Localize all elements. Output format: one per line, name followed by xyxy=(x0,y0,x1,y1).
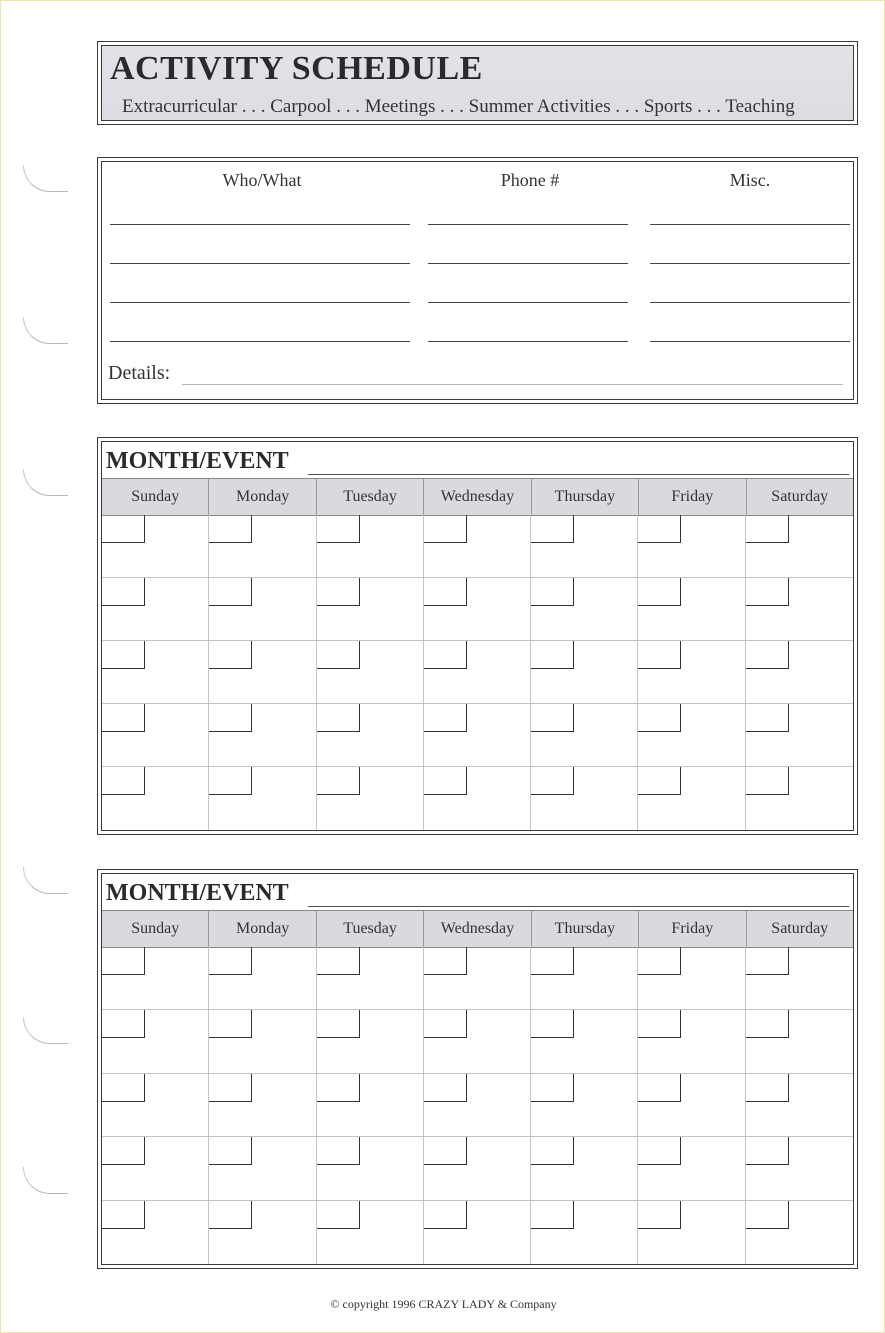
calendar-day-cell[interactable] xyxy=(424,578,531,641)
calendar-day-cell[interactable] xyxy=(317,641,424,704)
calendar-day-cell[interactable] xyxy=(317,1201,424,1264)
calendar-day-cell[interactable] xyxy=(102,947,209,1010)
calendar-day-cell[interactable] xyxy=(209,578,316,641)
date-number-box[interactable] xyxy=(531,641,574,669)
page-title: ACTIVITY SCHEDULE xyxy=(110,50,483,87)
calendar-day-cell[interactable] xyxy=(424,947,531,1010)
date-number-box[interactable] xyxy=(317,704,360,732)
date-number-box[interactable] xyxy=(317,515,360,543)
calendar-day-cell[interactable] xyxy=(746,515,853,578)
calendar-day-cell[interactable] xyxy=(102,1074,209,1137)
date-number-box[interactable] xyxy=(424,1137,467,1165)
date-number-box[interactable] xyxy=(746,515,789,543)
calendar-day-cell[interactable] xyxy=(102,578,209,641)
date-number-box[interactable] xyxy=(638,1201,681,1229)
calendar-day-cell[interactable] xyxy=(317,767,424,830)
day-header: Thursday xyxy=(532,911,639,947)
date-number-box[interactable] xyxy=(209,947,252,975)
who-what-line[interactable] xyxy=(110,341,410,342)
calendar-day-cell[interactable] xyxy=(209,1010,316,1073)
day-header-row xyxy=(102,910,853,948)
date-number-box[interactable] xyxy=(424,1074,467,1102)
date-number-box[interactable] xyxy=(102,578,145,606)
date-number-box[interactable] xyxy=(209,767,252,795)
date-number-box[interactable] xyxy=(746,767,789,795)
who-what-line[interactable] xyxy=(110,224,410,225)
calendar-day-cell[interactable] xyxy=(638,1201,745,1264)
date-number-box[interactable] xyxy=(746,641,789,669)
who-what-line[interactable] xyxy=(110,302,410,303)
calendar-day-cell[interactable] xyxy=(531,1074,638,1137)
date-number-box[interactable] xyxy=(102,1010,145,1038)
date-number-box[interactable] xyxy=(531,1074,574,1102)
calendar-day-cell[interactable] xyxy=(424,1201,531,1264)
date-number-box[interactable] xyxy=(424,641,467,669)
calendar-day-cell[interactable] xyxy=(746,1074,853,1137)
details-line[interactable] xyxy=(182,384,843,385)
date-number-box[interactable] xyxy=(424,947,467,975)
day-header: Wednesday xyxy=(424,479,531,515)
date-number-box[interactable] xyxy=(746,1137,789,1165)
calendar-day-cell[interactable] xyxy=(638,641,745,704)
calendar-day-cell[interactable] xyxy=(317,947,424,1010)
date-number-box[interactable] xyxy=(531,947,574,975)
column-header-who-what: Who/What xyxy=(222,170,302,190)
calendar-day-cell[interactable] xyxy=(638,767,745,830)
date-number-box[interactable] xyxy=(746,1201,789,1229)
calendar-day-cell[interactable] xyxy=(424,641,531,704)
day-header: Monday xyxy=(209,911,316,947)
calendar-day-cell[interactable] xyxy=(209,1137,316,1200)
column-header-misc: Misc. xyxy=(729,170,771,190)
date-number-box[interactable] xyxy=(317,1201,360,1229)
calendar-day-cell[interactable] xyxy=(102,767,209,830)
punch-hole xyxy=(23,317,68,344)
calendar-day-cell[interactable] xyxy=(424,1010,531,1073)
date-number-box[interactable] xyxy=(424,704,467,732)
details-label: Details: xyxy=(108,362,171,384)
date-number-box[interactable] xyxy=(317,767,360,795)
calendar-day-cell[interactable] xyxy=(424,515,531,578)
phone-line[interactable] xyxy=(428,341,628,342)
calendar-day-cell[interactable] xyxy=(746,641,853,704)
date-number-box[interactable] xyxy=(102,515,145,543)
calendar-box xyxy=(97,869,858,1269)
calendar-day-cell[interactable] xyxy=(317,1010,424,1073)
date-number-box[interactable] xyxy=(102,947,145,975)
date-number-box[interactable] xyxy=(638,1137,681,1165)
date-number-box[interactable] xyxy=(531,1201,574,1229)
calendar-day-cell[interactable] xyxy=(102,1137,209,1200)
calendar-day-cell[interactable] xyxy=(424,704,531,767)
date-number-box[interactable] xyxy=(531,578,574,606)
calendar-day-cell[interactable] xyxy=(531,1010,638,1073)
calendar-day-cell[interactable] xyxy=(746,1201,853,1264)
date-number-box[interactable] xyxy=(102,1074,145,1102)
calendar-day-cell[interactable] xyxy=(531,1137,638,1200)
day-header: Sunday xyxy=(102,479,209,515)
day-header: Sunday xyxy=(102,911,209,947)
date-number-box[interactable] xyxy=(746,704,789,732)
date-number-box[interactable] xyxy=(638,578,681,606)
calendar-inner xyxy=(101,441,854,831)
misc-line[interactable] xyxy=(650,302,850,303)
punch-hole xyxy=(23,867,68,894)
phone-line[interactable] xyxy=(428,302,628,303)
date-number-box[interactable] xyxy=(746,1074,789,1102)
date-number-box[interactable] xyxy=(531,515,574,543)
date-number-box[interactable] xyxy=(317,578,360,606)
date-number-box[interactable] xyxy=(209,1074,252,1102)
punch-hole xyxy=(23,469,68,496)
date-number-box[interactable] xyxy=(424,767,467,795)
date-number-box[interactable] xyxy=(209,515,252,543)
calendar-day-cell[interactable] xyxy=(746,578,853,641)
date-number-box[interactable] xyxy=(638,1010,681,1038)
calendar-day-cell[interactable] xyxy=(424,1074,531,1137)
calendar-box xyxy=(97,437,858,835)
calendar-day-cell[interactable] xyxy=(209,767,316,830)
calendar-day-cell[interactable] xyxy=(531,947,638,1010)
date-number-box[interactable] xyxy=(209,1010,252,1038)
date-number-box[interactable] xyxy=(209,1201,252,1229)
date-number-box[interactable] xyxy=(317,641,360,669)
date-number-box[interactable] xyxy=(746,578,789,606)
calendar-day-cell[interactable] xyxy=(317,1137,424,1200)
calendar-grid xyxy=(102,515,853,830)
calendar-day-cell[interactable] xyxy=(317,704,424,767)
calendar-day-cell[interactable] xyxy=(638,947,745,1010)
calendar-day-cell[interactable] xyxy=(638,1137,745,1200)
calendar-day-cell[interactable] xyxy=(317,578,424,641)
date-number-box[interactable] xyxy=(102,1201,145,1229)
calendar-inner xyxy=(101,873,854,1265)
calendar-day-cell[interactable] xyxy=(531,704,638,767)
date-number-box[interactable] xyxy=(209,641,252,669)
day-header: Saturday xyxy=(771,920,829,937)
header-inner xyxy=(101,45,854,121)
header-box xyxy=(97,41,858,125)
copyright-footer: © copyright 1996 CRAZY LADY & Company xyxy=(330,1297,557,1311)
date-number-box[interactable] xyxy=(638,947,681,975)
calendar-day-cell[interactable] xyxy=(746,1137,853,1200)
calendar-day-cell[interactable] xyxy=(209,1074,316,1137)
calendar-day-cell[interactable] xyxy=(638,704,745,767)
date-number-box[interactable] xyxy=(317,1137,360,1165)
date-number-box[interactable] xyxy=(424,578,467,606)
calendar-day-cell[interactable] xyxy=(746,704,853,767)
date-number-box[interactable] xyxy=(424,1201,467,1229)
punch-hole xyxy=(23,165,68,192)
day-header: Wednesday xyxy=(424,911,531,947)
contact-box xyxy=(97,157,858,404)
date-number-box[interactable] xyxy=(102,1137,145,1165)
date-number-box[interactable] xyxy=(317,1010,360,1038)
misc-line[interactable] xyxy=(650,224,850,225)
calendar-grid xyxy=(102,947,853,1264)
column-header-phone: Phone # xyxy=(500,170,560,190)
date-number-box[interactable] xyxy=(102,641,145,669)
calendar-title: MONTH/EVENT xyxy=(106,880,289,906)
calendar-day-cell[interactable] xyxy=(746,767,853,830)
date-number-box[interactable] xyxy=(746,1010,789,1038)
date-number-box[interactable] xyxy=(746,947,789,975)
day-header: Tuesday xyxy=(317,479,424,515)
punch-hole xyxy=(23,1167,68,1194)
date-number-box[interactable] xyxy=(531,704,574,732)
day-header: Monday xyxy=(209,479,316,515)
calendar-title-line[interactable] xyxy=(308,474,849,475)
calendar-day-cell[interactable] xyxy=(531,515,638,578)
calendar-day-cell[interactable] xyxy=(102,515,209,578)
date-number-box[interactable] xyxy=(424,515,467,543)
day-header: Saturday xyxy=(771,488,829,505)
date-number-box[interactable] xyxy=(638,641,681,669)
calendar-day-cell[interactable] xyxy=(102,641,209,704)
calendar-day-cell[interactable] xyxy=(102,1201,209,1264)
calendar-day-cell[interactable] xyxy=(102,704,209,767)
who-what-line[interactable] xyxy=(110,263,410,264)
date-number-box[interactable] xyxy=(531,767,574,795)
calendar-day-cell[interactable] xyxy=(746,1010,853,1073)
misc-line[interactable] xyxy=(650,263,850,264)
date-number-box[interactable] xyxy=(209,1137,252,1165)
day-header: Tuesday xyxy=(317,911,424,947)
date-number-box[interactable] xyxy=(638,515,681,543)
calendar-day-cell[interactable] xyxy=(531,767,638,830)
calendar-day-cell[interactable] xyxy=(638,578,745,641)
calendar-day-cell[interactable] xyxy=(531,1201,638,1264)
calendar-day-cell[interactable] xyxy=(102,1010,209,1073)
page-subtitle: Extracurricular . . . Carpool . . . Meetings . . . Summer Activities . . . Sports . . . Teaching xyxy=(122,96,795,117)
date-number-box[interactable] xyxy=(209,704,252,732)
calendar-day-cell[interactable] xyxy=(638,515,745,578)
date-number-box[interactable] xyxy=(317,947,360,975)
calendar-day-cell[interactable] xyxy=(424,1137,531,1200)
date-number-box[interactable] xyxy=(209,578,252,606)
date-number-box[interactable] xyxy=(638,1074,681,1102)
calendar-day-cell[interactable] xyxy=(424,767,531,830)
misc-line[interactable] xyxy=(650,341,850,342)
day-header: Friday xyxy=(639,911,746,947)
calendar-day-cell[interactable] xyxy=(209,515,316,578)
date-number-box[interactable] xyxy=(424,1010,467,1038)
calendar-day-cell[interactable] xyxy=(209,641,316,704)
punch-hole xyxy=(23,1017,68,1044)
calendar-day-cell[interactable] xyxy=(209,704,316,767)
date-number-box[interactable] xyxy=(638,704,681,732)
calendar-day-cell[interactable] xyxy=(531,578,638,641)
calendar-day-cell[interactable] xyxy=(317,515,424,578)
calendar-title-line[interactable] xyxy=(308,906,849,907)
calendar-day-cell[interactable] xyxy=(531,641,638,704)
calendar-day-cell[interactable] xyxy=(209,1201,316,1264)
calendar-day-cell[interactable] xyxy=(209,947,316,1010)
day-header: Thursday xyxy=(532,479,639,515)
calendar-day-cell[interactable] xyxy=(638,1010,745,1073)
calendar-day-cell[interactable] xyxy=(746,947,853,1010)
date-number-box[interactable] xyxy=(102,704,145,732)
date-number-box[interactable] xyxy=(102,767,145,795)
calendar-title: MONTH/EVENT xyxy=(106,448,289,474)
phone-line[interactable] xyxy=(428,224,628,225)
date-number-box[interactable] xyxy=(531,1010,574,1038)
contact-inner xyxy=(101,161,854,400)
date-number-box[interactable] xyxy=(638,767,681,795)
day-header-row xyxy=(102,478,853,516)
day-header: Friday xyxy=(639,479,746,515)
calendar-day-cell[interactable] xyxy=(638,1074,745,1137)
date-number-box[interactable] xyxy=(531,1137,574,1165)
date-number-box[interactable] xyxy=(317,1074,360,1102)
phone-line[interactable] xyxy=(428,263,628,264)
calendar-day-cell[interactable] xyxy=(317,1074,424,1137)
